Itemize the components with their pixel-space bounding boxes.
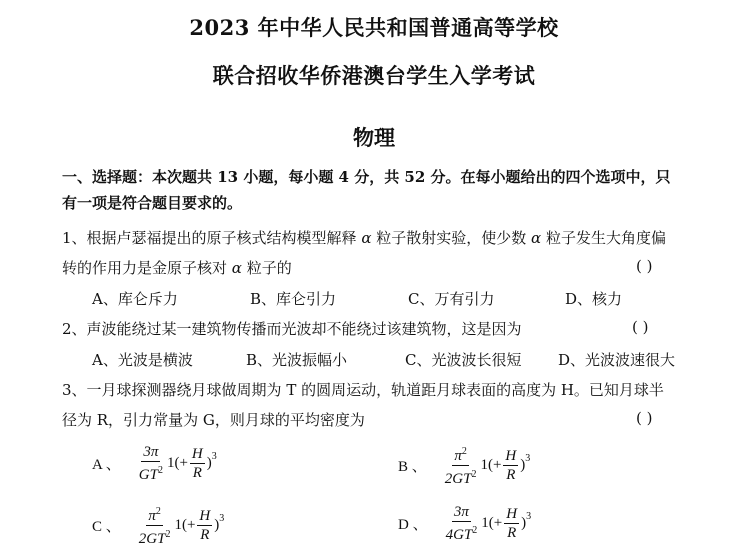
- exam-title-line1: 2023 年中华人民共和国普通高等学校: [189, 15, 559, 40]
- question-3-line2: 径为 R，引力常量为 G，则月球的平均密度为: [62, 411, 365, 429]
- option-label: C 、: [92, 519, 121, 535]
- formula-tail: 1(+: [480, 457, 502, 473]
- q3-option-a[interactable]: [92, 443, 217, 484]
- formula-fraction: [137, 443, 165, 484]
- r-symbol: R: [200, 527, 210, 543]
- question-3-line1: 3、一月球探测器绕月球做周期为 T 的圆周运动，轨道距月球表面的高度为 H。已知月球半: [62, 381, 664, 399]
- den-exponent: 2: [157, 465, 163, 476]
- fraction-denominator: [137, 526, 173, 548]
- section-instruction-line1: 一、选择题：本次题共 13 小题，每小题 4 分，共 52 分。在每小题给出的四个选项中，只: [62, 168, 671, 186]
- num-exponent: 2: [461, 446, 467, 457]
- formula-fraction: [443, 443, 479, 488]
- fraction-numerator: 3π: [143, 444, 159, 460]
- cube-exponent: 3: [211, 451, 217, 462]
- cube-exponent: 3: [219, 513, 225, 524]
- cube-exponent: 3: [525, 453, 531, 464]
- q1-text-e: 粒子的: [246, 259, 292, 277]
- formula-fraction-h-r: [197, 507, 212, 544]
- q1-option-b[interactable]: B、库仑引力: [250, 290, 337, 308]
- r-symbol: R: [507, 525, 517, 541]
- q1-option-a[interactable]: A、库仑斥力: [92, 290, 178, 308]
- den-text: 2GT: [444, 471, 472, 487]
- formula-fraction-h-r: [503, 447, 518, 484]
- h-symbol: H: [199, 508, 211, 524]
- close-paren: ): [206, 455, 212, 471]
- exam-title-line2: 联合招收华侨港澳台学生入学考试: [212, 63, 536, 88]
- formula-fraction: [444, 503, 480, 544]
- cube-exponent: 3: [526, 511, 532, 522]
- den-text: GT: [138, 467, 158, 483]
- h-symbol: H: [506, 506, 518, 522]
- fraction-numerator: [146, 503, 163, 526]
- answer-paren-q3[interactable]: ( ): [636, 409, 653, 427]
- alpha-symbol: α: [531, 229, 542, 247]
- den-text: 4GT: [445, 527, 473, 543]
- q2-option-a[interactable]: A、光波是横波: [92, 351, 193, 369]
- answer-paren-q2[interactable]: ( ): [632, 318, 649, 336]
- r-symbol: R: [506, 467, 516, 483]
- num-text: π: [148, 508, 156, 524]
- den-text: 2GT: [138, 531, 166, 547]
- question-1-line2: [62, 257, 292, 278]
- fraction-denominator: [444, 522, 480, 544]
- den-exponent: 2: [165, 529, 171, 540]
- fraction-denominator: [443, 466, 479, 488]
- h-symbol: H: [505, 448, 517, 464]
- q1-text-a: 1、根据卢瑟福提出的原子核式结构模型解释: [62, 229, 357, 247]
- formula-fraction: [137, 503, 173, 548]
- formula-tail: 1(+: [174, 517, 196, 533]
- q1-text-b: 粒子散射实验，使少数: [376, 229, 527, 247]
- q2-option-c[interactable]: C、光波波长很短: [405, 351, 522, 369]
- fraction-numerator: 3π: [453, 504, 469, 520]
- subject-title: 物理: [353, 125, 395, 150]
- close-paren: ): [214, 517, 220, 533]
- den-exponent: 2: [472, 525, 478, 536]
- q2-option-d[interactable]: D、光波波速很大: [558, 351, 676, 369]
- question-1-line1: [62, 227, 666, 248]
- fraction-numerator: [452, 443, 469, 466]
- h-symbol: H: [191, 446, 203, 462]
- q2-option-b[interactable]: B、光波振幅小: [246, 351, 348, 369]
- option-label: A 、: [92, 457, 121, 473]
- num-exponent: 2: [155, 506, 161, 517]
- r-symbol: R: [192, 465, 202, 481]
- answer-paren-q1[interactable]: ( ): [636, 257, 653, 275]
- option-label: D 、: [398, 517, 428, 533]
- q3-option-b[interactable]: [398, 443, 530, 488]
- q1-text-c: 粒子发生大角度偏: [545, 229, 666, 247]
- q1-option-c[interactable]: C、万有引力: [408, 290, 495, 308]
- alpha-symbol: α: [231, 259, 242, 277]
- option-label: B 、: [398, 459, 427, 475]
- num-text: π: [454, 448, 462, 464]
- question-2-line1: 2、声波能绕过某一建筑物传播而光波却不能绕过该建筑物，这是因为: [62, 320, 522, 338]
- formula-tail: 1(+: [481, 515, 503, 531]
- fraction-denominator: [137, 462, 165, 484]
- section-instruction-line2: 有一项是符合题目要求的。: [62, 194, 243, 212]
- q3-option-c[interactable]: [92, 503, 224, 548]
- close-paren: ): [520, 457, 526, 473]
- q1-text-d: 转的作用力是金原子核对: [62, 259, 228, 277]
- close-paren: ): [521, 515, 527, 531]
- q3-option-d[interactable]: [398, 503, 531, 544]
- formula-fraction-h-r: [504, 505, 519, 542]
- alpha-symbol: α: [361, 229, 372, 247]
- formula-fraction-h-r: [190, 445, 205, 482]
- q1-option-d[interactable]: D、核力: [565, 290, 623, 308]
- formula-tail: 1(+: [166, 455, 188, 471]
- den-exponent: 2: [471, 469, 477, 480]
